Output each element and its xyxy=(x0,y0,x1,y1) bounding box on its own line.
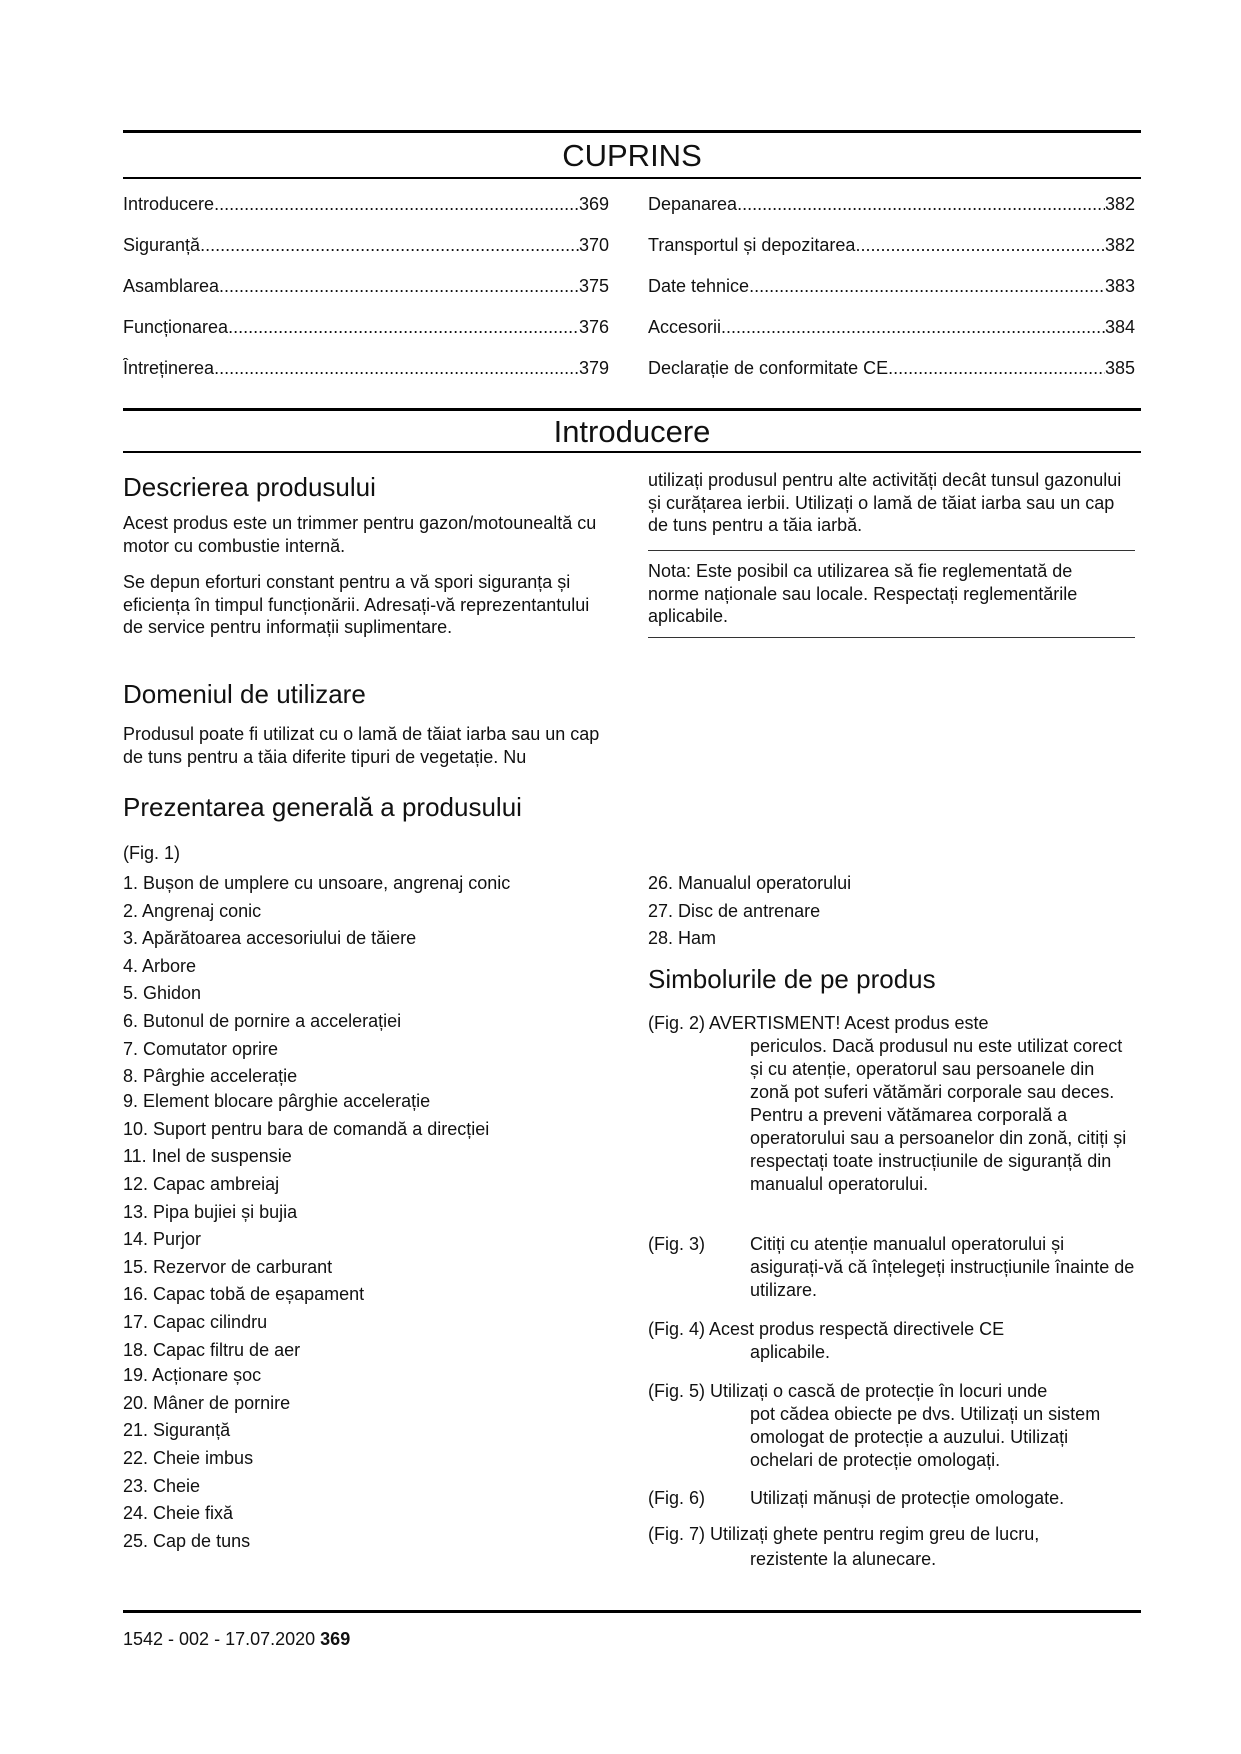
toc-title: CUPRINS xyxy=(562,138,702,173)
symbol-entry xyxy=(648,1523,1039,1546)
toc-entry-label: Funcționarea xyxy=(123,317,229,337)
use-paragraph-right: utilizați produsul pentru alte activități decât tunsul gazonului și curățarea ierbii. Utilizați o lamă de tăiat iarba sau un cap de tuns pentru a tăia iarbă. xyxy=(648,470,1122,535)
list-item: 27. Disc de antrenare xyxy=(648,901,821,921)
list-item: 22. Cheie imbus xyxy=(123,1448,254,1468)
list-item: 4. Arbore xyxy=(123,956,197,976)
symbol-description: Citiți cu atenție manualul operatorului și asigurați-vă că înțelegeți instrucțiunile înainte de utilizare. xyxy=(750,1234,1135,1300)
footer-page-number: 369 xyxy=(320,1629,351,1649)
use-paragraph-left: Produsul poate fi utilizat cu o lamă de tăiat iarba sau un cap de tuns pentru a tăia diferite tipuri de vegetație. Nu xyxy=(123,724,600,767)
symbol-entry xyxy=(648,1012,988,1035)
symbol-first-line: Utilizați o cască de protecție în locuri unde xyxy=(710,1381,1048,1401)
symbol-description: pot cădea obiecte pe dvs. Utilizați un sistem omologat de protecție a auzului. Utilizați ochelari de protecție omologați. xyxy=(750,1404,1101,1470)
list-item: 9. Element blocare pârghie accelerație xyxy=(123,1091,431,1111)
note-text: Este posibil ca utilizarea să fie reglementată de norme naționale sau locale. Respectați reglementările aplicabile. xyxy=(648,561,1078,626)
toc-entry-page: 375 xyxy=(578,276,609,296)
toc-entry-label: Depanarea xyxy=(648,194,738,214)
toc-entry-page: 382 xyxy=(1104,194,1135,214)
list-item: 24. Cheie fixă xyxy=(123,1503,234,1523)
desc-paragraph-1: Acest produs este un trimmer pentru gazon/motounealtă cu motor cu combustie internă. xyxy=(123,513,597,556)
list-item: 7. Comutator oprire xyxy=(123,1039,279,1059)
toc-entry[interactable] xyxy=(123,358,609,379)
symbol-fig-ref: (Fig. 2) xyxy=(648,1013,706,1033)
toc-entry-label: Transportul și depozitarea xyxy=(648,235,856,255)
toc-entry[interactable] xyxy=(648,276,1135,297)
toc-entry[interactable] xyxy=(123,235,609,256)
list-item: 21. Siguranță xyxy=(123,1420,231,1440)
desc-paragraph-2: Se depun eforturi constant pentru a vă spori siguranța și eficiența în timpul funcționării. Adresați-vă reprezentantului de service pentru informații suplimentare. xyxy=(123,572,590,637)
list-item: 28. Ham xyxy=(648,928,717,948)
toc-entry-label: Siguranță xyxy=(123,235,201,255)
toc-entry-label: Introducere xyxy=(123,194,215,214)
list-item: 16. Capac tobă de eșapament xyxy=(123,1284,365,1304)
list-item: 12. Capac ambreiaj xyxy=(123,1174,280,1194)
symbol-entry xyxy=(648,1380,1047,1403)
toc-entry[interactable] xyxy=(648,317,1135,338)
list-item: 1. Bușon de umplere cu unsoare, angrenaj conic xyxy=(123,873,511,893)
use-heading: Domeniul de utilizare xyxy=(123,679,366,709)
note-paragraph xyxy=(648,560,1128,628)
intro-bottom-rule xyxy=(123,451,1141,453)
list-item: 6. Butonul de pornire a accelerației xyxy=(123,1011,402,1031)
toc-entry-label: Asamblarea xyxy=(123,276,220,296)
toc-entry[interactable] xyxy=(648,235,1135,256)
overview-fig-ref: (Fig. 1) xyxy=(123,843,181,863)
toc-entry-label: Accesorii xyxy=(648,317,722,337)
symbol-description: aplicabile. xyxy=(750,1342,831,1362)
toc-entry[interactable] xyxy=(648,194,1135,215)
intro-title: Introducere xyxy=(553,414,711,449)
list-item: 8. Pârghie accelerație xyxy=(123,1066,298,1086)
symbol-entry xyxy=(648,1233,705,1256)
symbol-entry xyxy=(648,1487,705,1510)
toc-entry-page: 384 xyxy=(1104,317,1135,337)
list-item: 15. Rezervor de carburant xyxy=(123,1257,333,1277)
list-item: 11. Inel de suspensie xyxy=(123,1146,292,1166)
list-item: 20. Mâner de pornire xyxy=(123,1393,291,1413)
symbol-fig-ref: (Fig. 6) xyxy=(648,1488,706,1508)
toc-entry[interactable] xyxy=(123,276,609,297)
toc-entry-page: 369 xyxy=(578,194,609,214)
symbols-heading: Simbolurile de pe produs xyxy=(648,964,936,994)
list-item: 13. Pipa bujiei și bujia xyxy=(123,1202,298,1222)
list-item: 17. Capac cilindru xyxy=(123,1312,268,1332)
list-item: 19. Acționare șoc xyxy=(123,1365,262,1385)
toc-entry-label: Date tehnice xyxy=(648,276,750,296)
symbol-description: Utilizați mănuși de protecție omologate. xyxy=(750,1488,1065,1508)
symbol-description: periculos. Dacă produsul nu este utilizat corect și cu atenție, operatorul sau persoanele din zonă pot suferi vătămări corporale sau deces. Pentru a preveni vătămarea corporală a operatorului sau a persoanelor din zonă, citiți și respectați toate instrucțiunile de siguranță din manualul operatorului. xyxy=(750,1036,1127,1194)
toc-entry-page: 376 xyxy=(578,317,609,337)
page-footer xyxy=(123,1629,350,1650)
list-item: 25. Cap de tuns xyxy=(123,1531,251,1551)
toc-entry-page: 382 xyxy=(1104,235,1135,255)
list-item: 5. Ghidon xyxy=(123,983,202,1003)
note-label: Nota: xyxy=(648,561,692,581)
symbol-fig-ref: (Fig. 4) xyxy=(648,1319,706,1339)
toc-entry-page: 385 xyxy=(1104,358,1135,378)
list-item: 14. Purjor xyxy=(123,1229,202,1249)
desc-heading: Descrierea produsului xyxy=(123,472,376,502)
symbol-fig-ref: (Fig. 7) xyxy=(648,1524,706,1544)
toc-entry-label: Întreținerea xyxy=(123,358,215,378)
toc-entry-label: Declarație de conformitate CE xyxy=(648,358,889,378)
note-bottom-rule xyxy=(648,637,1135,638)
footer-rule xyxy=(123,1610,1141,1613)
toc-entry[interactable] xyxy=(648,358,1135,379)
symbol-first-line: Acest produs respectă directivele CE xyxy=(709,1319,1005,1339)
symbol-fig-ref: (Fig. 3) xyxy=(648,1234,706,1254)
symbol-first-line: Utilizați ghete pentru regim greu de lucru, xyxy=(710,1524,1040,1544)
list-item: 23. Cheie xyxy=(123,1476,201,1496)
toc-bottom-rule xyxy=(123,177,1141,179)
list-item: 26. Manualul operatorului xyxy=(648,873,852,893)
list-item: 10. Suport pentru bara de comandă a direcției xyxy=(123,1119,490,1139)
symbol-fig-ref: (Fig. 5) xyxy=(648,1381,706,1401)
list-item: 3. Apărătoarea accesoriului de tăiere xyxy=(123,928,417,948)
note-top-rule xyxy=(648,550,1135,551)
symbol-first-line: AVERTISMENT! Acest produs este xyxy=(709,1013,989,1033)
symbol-description: rezistente la alunecare. xyxy=(750,1549,937,1569)
list-item: 2. Angrenaj conic xyxy=(123,901,262,921)
toc-top-rule xyxy=(123,130,1141,133)
list-item: 18. Capac filtru de aer xyxy=(123,1340,301,1360)
overview-heading: Prezentarea generală a produsului xyxy=(123,792,522,822)
footer-code: 1542 - 002 - 17.07.2020 xyxy=(123,1629,316,1649)
toc-entry-page: 370 xyxy=(578,235,609,255)
toc-entry-page: 383 xyxy=(1104,276,1135,296)
toc-entry[interactable] xyxy=(123,194,609,215)
intro-top-rule xyxy=(123,408,1141,411)
toc-entry[interactable] xyxy=(123,317,609,338)
toc-entry-page: 379 xyxy=(578,358,609,378)
symbol-entry xyxy=(648,1318,1004,1341)
